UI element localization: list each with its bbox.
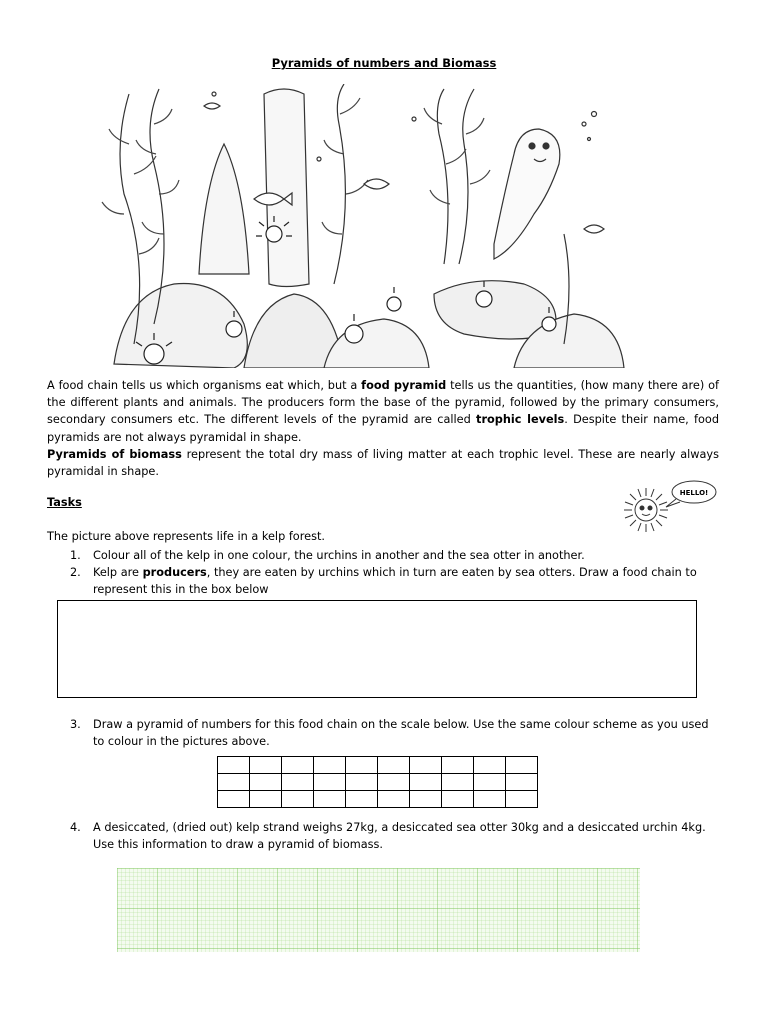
task-number: 1.: [70, 549, 81, 562]
tasks-heading: Tasks: [47, 496, 82, 509]
task-text: Draw a pyramid of numbers for this food chain on the scale below. Use the same colour scheme as you used to colour in the pictures above.: [93, 718, 709, 749]
rock: [199, 144, 249, 274]
tasks-intro: The picture above represents life in a kelp forest.: [47, 530, 325, 543]
intro-paragraph: A food chain tells us which organisms eat which, but a food pyramid tells us the quantities, (how many there are) of the different plants and animals. The producers form the base of the pyramid, followed by the primary consumers, secondary consumers etc. The different levels of the pyramid are called trophic levels. Despite their name, food pyramids are not always pyramidal in shape.: [47, 379, 719, 444]
page-title: Pyramids of numbers and Biomass: [271, 56, 497, 70]
kelp-stalk: [437, 89, 448, 264]
rock: [264, 89, 309, 287]
pyramid-scale-grid[interactable]: [217, 756, 538, 808]
kelp-stalk: [459, 89, 474, 264]
rock: [324, 319, 429, 368]
task-number: 2.: [70, 566, 81, 579]
biomass-paragraph: Pyramids of biomass represent the total dry mass of living matter at each trophic level. These are nearly always pyramidal in shape.: [47, 448, 719, 479]
food-chain-answer-box[interactable]: [57, 600, 697, 698]
task-number: 4.: [70, 821, 81, 834]
hello-urchin-drawing: [616, 472, 722, 538]
hello-speech-bubble: HELLO!: [679, 489, 709, 497]
sea-otter-drawing: [494, 129, 560, 259]
graph-paper[interactable]: [117, 868, 640, 952]
task-text: A desiccated, (dried out) kelp strand weighs 27kg, a desiccated sea otter 30kg and a desiccated urchin 4kg. Use this information to draw a pyramid of biomass.: [93, 821, 706, 852]
task-text: Kelp are producers, they are eaten by urchins which in turn are eaten by sea otters. Draw a food chain to represent this in the box below: [93, 566, 697, 597]
task-number: 3.: [70, 718, 81, 731]
kelp-forest-illustration: [94, 84, 628, 368]
kelp-stalk: [334, 84, 345, 284]
task-text: Colour all of the kelp in one colour, the urchins in another and the sea otter in another.: [93, 549, 585, 562]
